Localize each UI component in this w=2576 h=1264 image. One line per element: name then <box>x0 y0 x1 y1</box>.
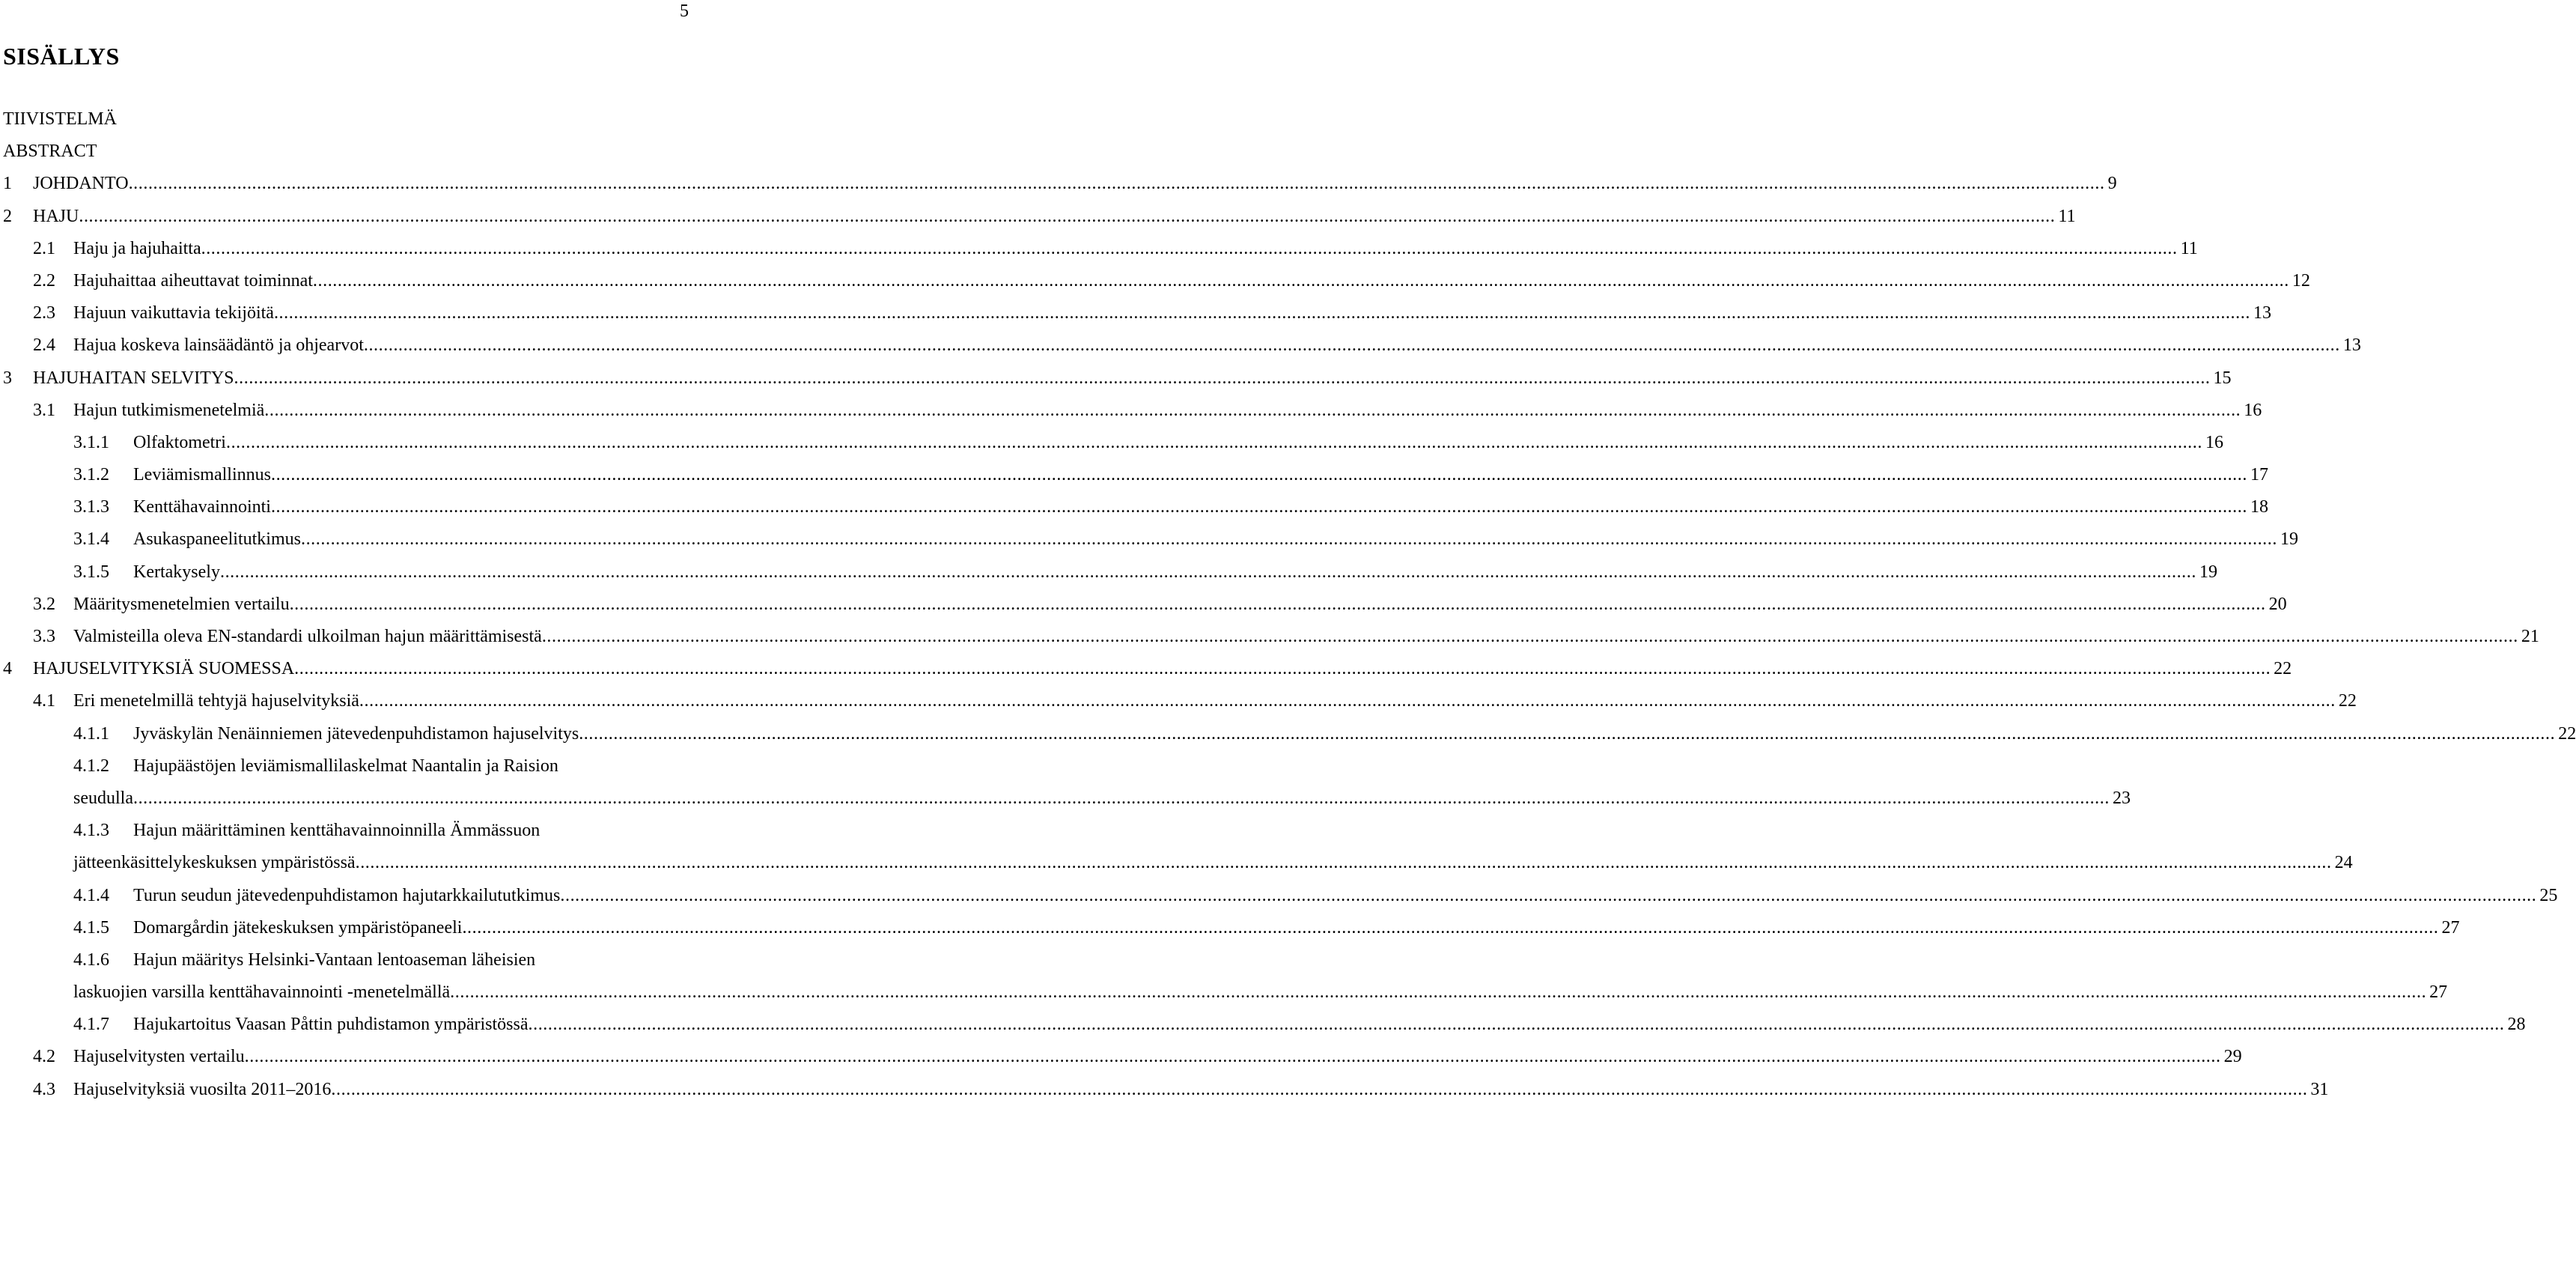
toc-entry-page: 13 <box>2342 335 2361 356</box>
toc-entry-number: 3.1 <box>33 400 55 420</box>
toc-dot-leader: ................................................................................................................................................................................................................................................................................................................................................................................................................ <box>270 465 2247 485</box>
toc-entry-text: HAJUHAITAN SELVITYS <box>33 368 234 388</box>
toc-entry-page: 29 <box>2223 1047 2242 1067</box>
toc-dot-leader: ................................................................................................................................................................................................................................................................................................................................................................................................................ <box>79 206 2056 226</box>
toc-entry-line <box>33 201 2076 233</box>
toc-entry[interactable] <box>0 201 2076 233</box>
toc-entry[interactable] <box>0 718 2576 750</box>
toc-entry[interactable] <box>0 362 2232 395</box>
toc-entry-line <box>73 976 2448 1009</box>
toc-entry-number: 4.1.3 <box>73 821 109 841</box>
toc-entry-text: Eri menetelmillä tehtyjä hajuselvityksiä <box>73 691 359 711</box>
toc-entry-line <box>133 880 2558 912</box>
toc-entry-text: Kertakysely <box>133 562 220 582</box>
toc-entry[interactable] <box>0 329 2361 362</box>
toc-entry-text: HAJUSELVITYKSIÄ SUOMESSA <box>33 659 295 679</box>
toc-entry[interactable] <box>0 685 2357 717</box>
toc-entry-line <box>73 329 2361 362</box>
toc-entry-text: Hajuselvityksiä vuosilta 2011–2016 <box>73 1079 332 1099</box>
toc-dot-leader: ................................................................................................................................................................................................................................................................................................................................................................................................................ <box>244 1047 2221 1067</box>
toc-entry-line <box>73 1041 2242 1073</box>
toc-entry-number: 4.1.2 <box>73 756 109 776</box>
toc-entry-continuation[interactable] <box>0 847 2353 879</box>
toc-entry[interactable] <box>0 395 2262 427</box>
toc-entry-line <box>133 491 2268 523</box>
toc-dot-leader: ................................................................................................................................................................................................................................................................................................................................................................................................................ <box>273 303 2250 323</box>
toc-dot-leader: ................................................................................................................................................................................................................................................................................................................................................................................................................ <box>312 270 2289 291</box>
toc-entry-text: Hajupäästöjen leviämismallilaskelmat Naantalin ja Raision <box>133 756 558 776</box>
toc-entry-number: 2 <box>3 206 12 226</box>
toc-entry-text: Turun seudun jätevedenpuhdistamon hajutarkkailututkimus <box>133 885 561 905</box>
toc-entry-page: 25 <box>2539 885 2558 905</box>
toc-entry-number: 4.1.1 <box>73 723 109 744</box>
toc-entry-text: jätteenkäsittelykeskuksen ympäristössä <box>73 853 356 873</box>
toc-entry[interactable] <box>0 459 2268 491</box>
toc-entry-line <box>133 459 2268 491</box>
toc-entry-number: 2.2 <box>33 270 55 291</box>
toc-entry-page: 16 <box>2205 432 2223 452</box>
toc-entry-text: ABSTRACT <box>3 142 97 162</box>
toc-entry-number: 4.3 <box>33 1079 55 1099</box>
toc-entry-number: 3.1.3 <box>73 497 109 517</box>
toc-entry-text: Hajukartoitus Vaasan Påttin puhdistamon ympäristössä <box>133 1015 529 1035</box>
toc-entry[interactable] <box>0 297 2271 329</box>
toc-entry-number: 4.1.6 <box>73 949 109 970</box>
toc-entry-line <box>73 589 2287 621</box>
toc-entry-text: Hajuselvitysten vertailu <box>73 1047 245 1067</box>
toc-dot-leader: ................................................................................................................................................................................................................................................................................................................................................................................................................ <box>219 562 2196 582</box>
toc-entry[interactable] <box>0 556 2217 589</box>
toc-dot-leader: ................................................................................................................................................................................................................................................................................................................................................................................................................ <box>579 723 2556 744</box>
toc-entry-text: Hajun määritys Helsinki-Vantaan lentoaseman läheisien <box>133 949 536 970</box>
toc-entry-line <box>33 168 2117 200</box>
toc-entry-line <box>133 427 2223 459</box>
toc-entry[interactable] <box>0 912 2460 944</box>
toc-entry-line <box>73 621 2539 653</box>
toc-dot-leader: ................................................................................................................................................................................................................................................................................................................................................................................................................ <box>355 853 2332 873</box>
toc-entry-text: Olfaktometri <box>133 432 226 452</box>
toc-entry[interactable] <box>0 491 2268 523</box>
toc-dot-leader: ................................................................................................................................................................................................................................................................................................................................................................................................................ <box>201 238 2178 258</box>
toc-entry-line <box>133 556 2217 589</box>
toc-dot-leader: ................................................................................................................................................................................................................................................................................................................................................................................................................ <box>264 400 2241 420</box>
toc-entry-text: TIIVISTELMÄ <box>3 109 117 129</box>
toc-entry-page: 9 <box>2107 174 2117 194</box>
toc-entry-page: 27 <box>2429 982 2448 1003</box>
toc-entry-line <box>73 265 2310 297</box>
toc-entry-number: 4.1 <box>33 691 55 711</box>
toc-entry-page: 22 <box>2274 659 2292 679</box>
toc-entry-number: 2.4 <box>33 335 55 356</box>
toc-entry[interactable] <box>0 168 2117 200</box>
toc-entry-number: 3.3 <box>33 627 55 646</box>
toc-dot-leader: ................................................................................................................................................................................................................................................................................................................................................................................................................ <box>560 885 2537 905</box>
toc-entry-line <box>33 362 2232 395</box>
toc-entry-text: Haju ja hajuhaitta <box>73 238 201 258</box>
toc-dot-leader: ................................................................................................................................................................................................................................................................................................................................................................................................................ <box>450 982 2427 1003</box>
page-title: SISÄLLYS <box>3 43 120 70</box>
toc-dot-leader: ................................................................................................................................................................................................................................................................................................................................................................................................................ <box>225 432 2202 452</box>
toc-entry-number: 3.2 <box>33 594 55 614</box>
toc-dot-leader: ................................................................................................................................................................................................................................................................................................................................................................................................................ <box>300 529 2277 550</box>
toc-dot-leader: ................................................................................................................................................................................................................................................................................................................................................................................................................ <box>528 1015 2505 1035</box>
toc-entry-text: laskuojien varsilla kenttähavainnointi -menetelmällä <box>73 982 451 1003</box>
toc-entry-number: 3 <box>3 368 12 388</box>
toc-entry[interactable] <box>0 523 2298 556</box>
toc-entry-page: 18 <box>2250 497 2268 517</box>
toc-dot-leader: ................................................................................................................................................................................................................................................................................................................................................................................................................ <box>133 788 2110 808</box>
toc-entry-number: 3.1.2 <box>73 465 109 485</box>
toc-entry-text: Hajun määrittäminen kenttähavainnoinnilla Ämmässuon <box>133 821 541 841</box>
toc-entry-continuation[interactable] <box>0 976 2448 1009</box>
toc-entry-line <box>33 653 2292 685</box>
toc-front-matter-item[interactable] <box>0 136 692 168</box>
toc-entry-text: Valmisteilla oleva EN-standardi ulkoilman hajun määrittämisestä <box>73 627 542 646</box>
toc-dot-leader: ................................................................................................................................................................................................................................................................................................................................................................................................................ <box>331 1079 2308 1099</box>
toc-entry[interactable] <box>0 233 2198 265</box>
toc-dot-leader: ................................................................................................................................................................................................................................................................................................................................................................................................................ <box>294 659 2271 679</box>
toc-entry-page: 22 <box>2558 723 2576 744</box>
toc-entry[interactable] <box>0 1009 2526 1041</box>
toc-entry-page: 11 <box>2180 238 2198 258</box>
toc-entry-line <box>73 783 2131 815</box>
toc-dot-leader: ................................................................................................................................................................................................................................................................................................................................................................................................................ <box>462 917 2439 938</box>
toc-entry[interactable] <box>0 1074 2329 1106</box>
toc-entry-line <box>73 395 2262 427</box>
toc-entry-number: 4.1.7 <box>73 1015 109 1035</box>
toc-entry-text: Hajun tutkimismenetelmiä <box>73 400 265 420</box>
toc-entry-line <box>133 1009 2526 1041</box>
toc-entry-number: 4.1.5 <box>73 917 109 938</box>
toc-entry-text: Hajuhaittaa aiheuttavat toiminnat <box>73 270 313 291</box>
toc-dot-leader: ................................................................................................................................................................................................................................................................................................................................................................................................................ <box>363 335 2340 356</box>
toc-entry-page: 31 <box>2310 1079 2329 1099</box>
toc-entry-number: 3.1.4 <box>73 529 109 550</box>
toc-entry-line <box>133 523 2298 556</box>
toc-entry-text: Kenttähavainnointi <box>133 497 271 517</box>
toc-entry-page: 28 <box>2507 1015 2526 1035</box>
toc-entry-number: 3.1.5 <box>73 562 109 582</box>
toc-entry-continuation[interactable] <box>0 783 2131 815</box>
toc-entry-number: 3.1.1 <box>73 432 109 452</box>
toc-entry[interactable] <box>0 750 692 783</box>
toc-entry-page: 11 <box>2058 206 2076 226</box>
toc-entry-text: Jyväskylän Nenäinniemen jätevedenpuhdistamon hajuselvitys <box>133 723 579 744</box>
toc-entry-page: 12 <box>2292 270 2310 291</box>
toc-dot-leader: ................................................................................................................................................................................................................................................................................................................................................................................................................ <box>234 368 2211 388</box>
toc-dot-leader: ................................................................................................................................................................................................................................................................................................................................................................................................................ <box>289 594 2266 614</box>
toc-entry-line <box>73 1074 2329 1106</box>
toc-dot-leader: ................................................................................................................................................................................................................................................................................................................................................................................................................ <box>270 497 2247 517</box>
toc-entry-number: 2.1 <box>33 238 55 258</box>
toc-entry-page: 19 <box>2199 562 2217 582</box>
toc-entry-page: 19 <box>2280 529 2298 550</box>
toc-entry[interactable] <box>0 1041 2242 1073</box>
toc-entry-number: 2.3 <box>33 303 55 323</box>
toc-entry[interactable] <box>0 589 2287 621</box>
toc-entry-text: Asukaspaneelitutkimus <box>133 529 301 550</box>
toc-entry-text: Hajuun vaikuttavia tekijöitä <box>73 303 274 323</box>
toc-entry-text: Määritysmenetelmien vertailu <box>73 594 290 614</box>
toc-dot-leader: ................................................................................................................................................................................................................................................................................................................................................................................................................ <box>359 691 2336 711</box>
toc-entry-page: 22 <box>2338 691 2357 711</box>
toc-entry[interactable] <box>0 944 692 976</box>
toc-entry[interactable] <box>0 880 2558 912</box>
toc-entry-text: JOHDANTO <box>33 174 129 194</box>
toc-entry-text: Domargårdin jätekeskuksen ympäristöpaneeli <box>133 917 463 938</box>
toc-entry-text: Leviämismallinnus <box>133 465 271 485</box>
toc-entry-text: seudulla <box>73 788 133 808</box>
toc-entry-page: 21 <box>2521 627 2539 646</box>
toc-entry[interactable] <box>0 265 2310 297</box>
toc-entry-text: Hajua koskeva lainsäädäntö ja ohjearvot <box>73 335 364 356</box>
table-of-contents <box>0 103 2576 1106</box>
toc-front-matter-item[interactable] <box>0 103 692 136</box>
toc-entry[interactable] <box>0 427 2223 459</box>
toc-entry-number: 1 <box>3 174 12 194</box>
toc-entry[interactable] <box>0 653 2292 685</box>
toc-entry-text: HAJU <box>33 206 79 226</box>
toc-entry-line <box>133 912 2460 944</box>
toc-entry-line <box>73 685 2357 717</box>
toc-dot-leader: ................................................................................................................................................................................................................................................................................................................................................................................................................ <box>128 174 2105 194</box>
toc-entry-page: 17 <box>2250 465 2268 485</box>
toc-entry-page: 15 <box>2213 368 2232 388</box>
toc-dot-leader: ................................................................................................................................................................................................................................................................................................................................................................................................................ <box>541 627 2518 646</box>
toc-entry-line <box>133 718 2576 750</box>
toc-entry[interactable] <box>0 815 692 847</box>
toc-entry-page: 20 <box>2268 594 2287 614</box>
toc-entry-page: 23 <box>2112 788 2131 808</box>
toc-entry-line <box>73 847 2353 879</box>
toc-entry-number: 4.1.4 <box>73 885 109 905</box>
toc-entry-page: 16 <box>2244 400 2262 420</box>
toc-entry-page: 24 <box>2334 853 2353 873</box>
toc-entry-page: 27 <box>2441 917 2460 938</box>
toc-entry-number: 4 <box>3 659 12 679</box>
toc-entry-line <box>73 233 2198 265</box>
page-number: 5 <box>680 1 689 21</box>
toc-entry[interactable] <box>0 621 2539 653</box>
toc-entry-page: 13 <box>2253 303 2271 323</box>
toc-entry-line <box>73 297 2271 329</box>
toc-entry-number: 4.2 <box>33 1047 55 1067</box>
